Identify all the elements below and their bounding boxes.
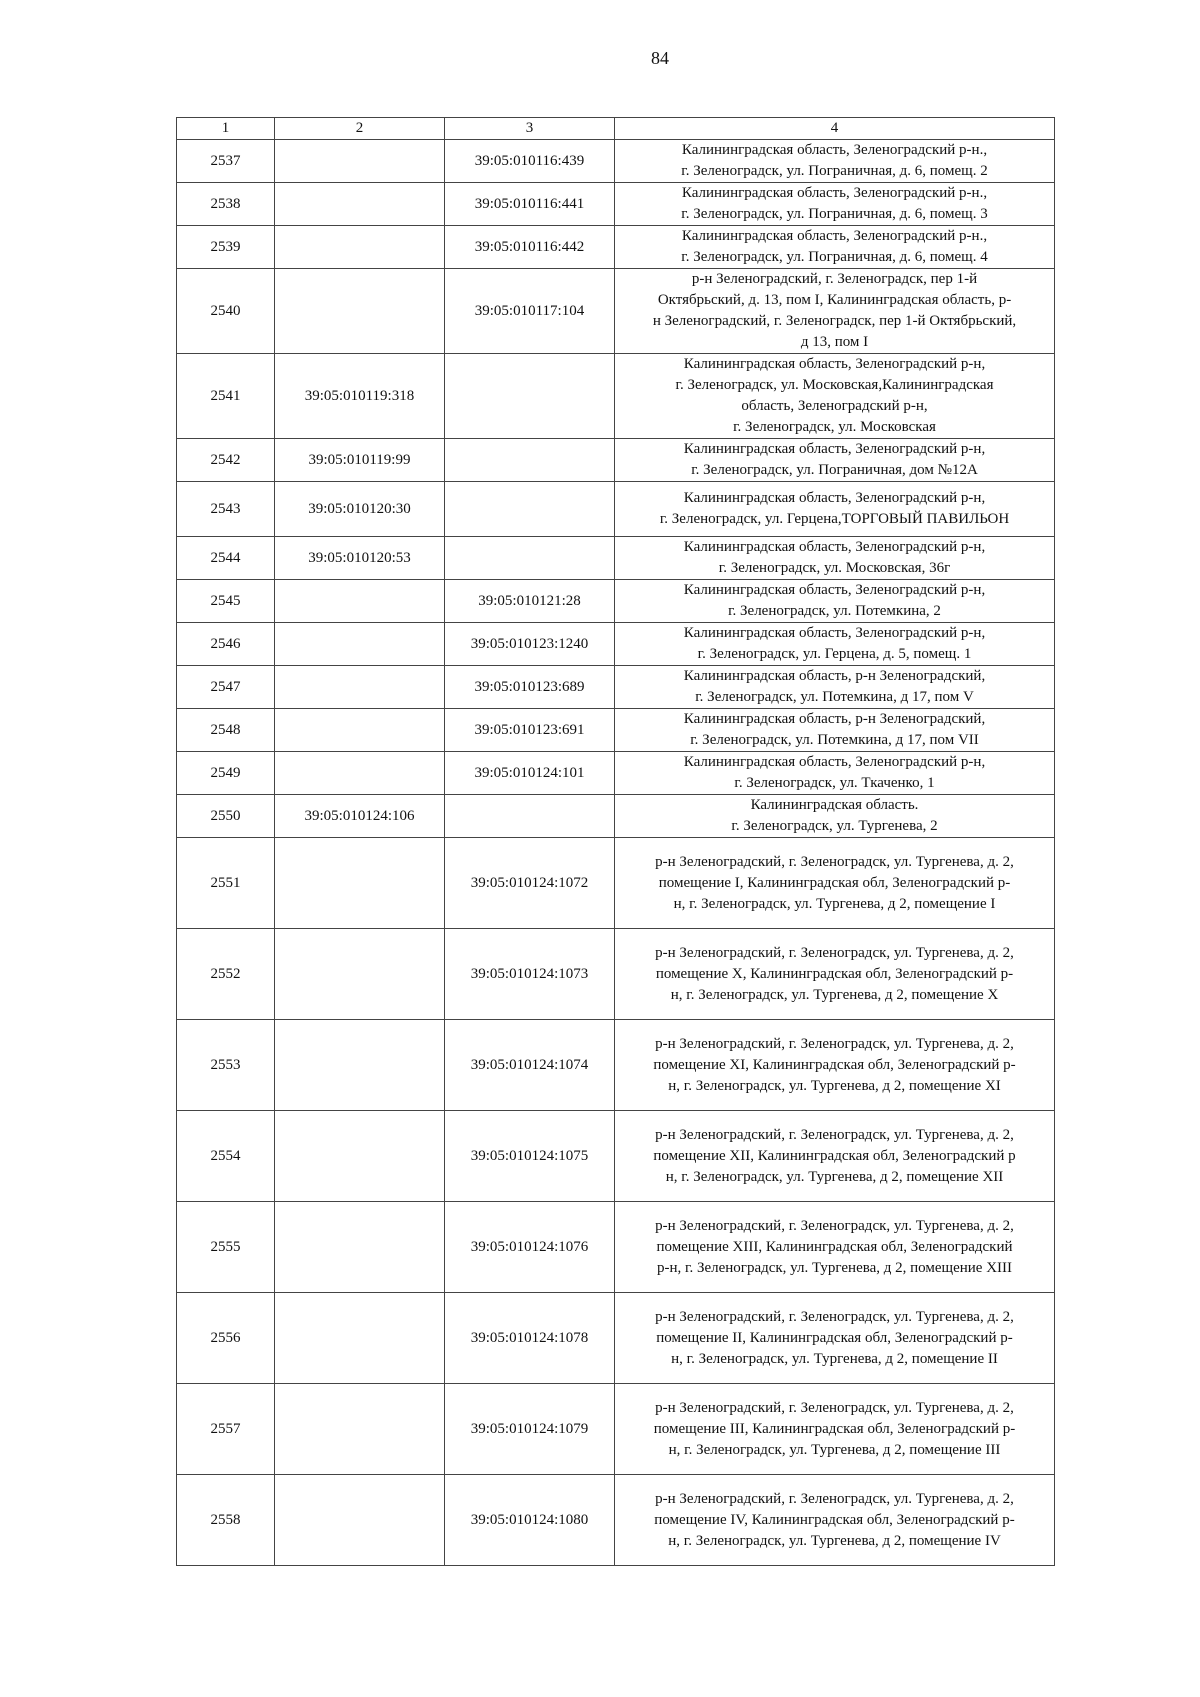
cadastral-number-premises-cell: 39:05:010123:691 — [445, 709, 615, 752]
cadastral-number-premises-cell — [445, 439, 615, 482]
address-cell: Калининградская область, Зеленоградский р-н, г. Зеленоградск, ул. Пограничная, дом №12А — [615, 439, 1055, 482]
table-row — [177, 1202, 1055, 1293]
row-number-cell: 2546 — [177, 623, 275, 666]
cadastral-number-building-cell — [275, 269, 445, 354]
cadastral-number-premises-cell: 39:05:010124:1080 — [445, 1475, 615, 1566]
cadastral-number-premises-cell — [445, 795, 615, 838]
cadastral-number-building-cell — [275, 929, 445, 1020]
cadastral-number-building-cell: 39:05:010119:99 — [275, 439, 445, 482]
row-number-cell: 2552 — [177, 929, 275, 1020]
cadastral-number-building-cell — [275, 666, 445, 709]
address-cell: Калининградская область, Зеленоградский р-н, г. Зеленоградск, ул. Потемкина, 2 — [615, 580, 1055, 623]
address-cell: р-н Зеленоградский, г. Зеленоградск, ул. Тургенева, д. 2, помещение XII, Калининградская обл, Зеленоградский р н, г. Зеленоградск, ул. Тургенева, д 2, помещение XII — [615, 1111, 1055, 1202]
cadastral-number-premises-cell — [445, 537, 615, 580]
cadastral-number-premises-cell: 39:05:010117:104 — [445, 269, 615, 354]
cadastral-number-premises-cell: 39:05:010124:1072 — [445, 838, 615, 929]
cadastral-number-building-cell — [275, 752, 445, 795]
table-row — [177, 623, 1055, 666]
row-number-cell: 2543 — [177, 482, 275, 537]
table-body — [177, 140, 1055, 1566]
row-number-cell: 2553 — [177, 1020, 275, 1111]
table-row — [177, 838, 1055, 929]
table-header — [177, 118, 1055, 140]
row-number-cell: 2545 — [177, 580, 275, 623]
cadastral-number-premises-cell: 39:05:010124:101 — [445, 752, 615, 795]
row-number-cell: 2556 — [177, 1293, 275, 1384]
address-cell: Калининградская область. г. Зеленоградск, ул. Тургенева, 2 — [615, 795, 1055, 838]
table-row — [177, 482, 1055, 537]
cadastral-number-building-cell — [275, 623, 445, 666]
address-cell: Калининградская область, Зеленоградский р-н, г. Зеленоградск, ул. Московская, 36г — [615, 537, 1055, 580]
row-number-cell: 2557 — [177, 1384, 275, 1475]
address-cell: Калининградская область, Зеленоградский р-н., г. Зеленоградск, ул. Пограничная, д. 6, помещ. 4 — [615, 226, 1055, 269]
address-cell: р-н Зеленоградский, г. Зеленоградск, ул. Тургенева, д. 2, помещение II, Калининградская обл, Зеленоградский р- н, г. Зеленоградск, ул. Тургенева, д 2, помещение II — [615, 1293, 1055, 1384]
table-row — [177, 269, 1055, 354]
cadastral-number-premises-cell: 39:05:010121:28 — [445, 580, 615, 623]
cadastral-number-premises-cell: 39:05:010124:1075 — [445, 1111, 615, 1202]
cadastral-number-premises-cell: 39:05:010116:439 — [445, 140, 615, 183]
row-number-cell: 2538 — [177, 183, 275, 226]
row-number-cell: 2554 — [177, 1111, 275, 1202]
cadastral-number-building-cell: 39:05:010124:106 — [275, 795, 445, 838]
cadastral-number-building-cell — [275, 1202, 445, 1293]
table-row — [177, 439, 1055, 482]
cadastral-number-premises-cell: 39:05:010124:1074 — [445, 1020, 615, 1111]
registry-table — [176, 117, 1055, 1566]
address-cell: р-н Зеленоградский, г. Зеленоградск, ул. Тургенева, д. 2, помещение XIII, Калининградская обл, Зеленоградский р-н, г. Зеленоградск, ул. Тургенева, д 2, помещение XIII — [615, 1202, 1055, 1293]
row-number-cell: 2541 — [177, 354, 275, 439]
row-number-cell: 2548 — [177, 709, 275, 752]
table-row — [177, 1475, 1055, 1566]
row-number-cell: 2542 — [177, 439, 275, 482]
address-cell: Калининградская область, р-н Зеленоградский, г. Зеленоградск, ул. Потемкина, д 17, пом VII — [615, 709, 1055, 752]
cadastral-number-premises-cell: 39:05:010124:1079 — [445, 1384, 615, 1475]
table-row — [177, 354, 1055, 439]
cadastral-number-premises-cell: 39:05:010123:689 — [445, 666, 615, 709]
table-row — [177, 580, 1055, 623]
row-number-cell: 2555 — [177, 1202, 275, 1293]
address-cell: р-н Зеленоградский, г. Зеленоградск, ул. Тургенева, д. 2, помещение IV, Калининградская обл, Зеленоградский р- н, г. Зеленоградск, ул. Тургенева, д 2, помещение IV — [615, 1475, 1055, 1566]
table-row — [177, 929, 1055, 1020]
address-cell: Калининградская область, р-н Зеленоградский, г. Зеленоградск, ул. Потемкина, д 17, пом V — [615, 666, 1055, 709]
header-row — [177, 118, 1055, 140]
address-cell: р-н Зеленоградский, г. Зеленоградск, ул. Тургенева, д. 2, помещение I, Калининградская обл, Зеленоградский р- н, г. Зеленоградск, ул. Тургенева, д 2, помещение I — [615, 838, 1055, 929]
cadastral-number-building-cell — [275, 580, 445, 623]
row-number-cell: 2544 — [177, 537, 275, 580]
table-row — [177, 752, 1055, 795]
table-row — [177, 140, 1055, 183]
cadastral-number-building-cell — [275, 140, 445, 183]
row-number-cell: 2540 — [177, 269, 275, 354]
row-number-cell: 2558 — [177, 1475, 275, 1566]
cadastral-number-building-cell — [275, 183, 445, 226]
table-row — [177, 537, 1055, 580]
cadastral-number-premises-cell: 39:05:010123:1240 — [445, 623, 615, 666]
address-cell: р-н Зеленоградский, г. Зеленоградск, ул. Тургенева, д. 2, помещение X, Калининградская обл, Зеленоградский р- н, г. Зеленоградск, ул. Тургенева, д 2, помещение X — [615, 929, 1055, 1020]
cadastral-number-premises-cell: 39:05:010124:1073 — [445, 929, 615, 1020]
cadastral-number-building-cell: 39:05:010119:318 — [275, 354, 445, 439]
table-row — [177, 1020, 1055, 1111]
table-row — [177, 709, 1055, 752]
address-cell: р-н Зеленоградский, г. Зеленоградск, ул. Тургенева, д. 2, помещение XI, Калининградская обл, Зеленоградский р- н, г. Зеленоградск, ул. Тургенева, д 2, помещение XI — [615, 1020, 1055, 1111]
table-row — [177, 1111, 1055, 1202]
cadastral-number-building-cell — [275, 1475, 445, 1566]
table-row — [177, 1293, 1055, 1384]
cadastral-number-premises-cell: 39:05:010124:1078 — [445, 1293, 615, 1384]
table-row — [177, 666, 1055, 709]
cadastral-number-building-cell: 39:05:010120:53 — [275, 537, 445, 580]
address-cell: р-н Зеленоградский, г. Зеленоградск, ул. Тургенева, д. 2, помещение III, Калининградская обл, Зеленоградский р- н, г. Зеленоградск, ул. Тургенева, д 2, помещение III — [615, 1384, 1055, 1475]
cadastral-number-building-cell — [275, 1384, 445, 1475]
header-col-4: 4 — [615, 118, 1055, 140]
header-col-2: 2 — [275, 118, 445, 140]
cadastral-number-premises-cell — [445, 354, 615, 439]
row-number-cell: 2551 — [177, 838, 275, 929]
address-cell: р-н Зеленоградский, г. Зеленоградск, пер 1-й Октябрьский, д. 13, пом I, Калининградская область, р- н Зеленоградский, г. Зеленоградск, пер 1-й Октябрьский, д 13, пом I — [615, 269, 1055, 354]
row-number-cell: 2539 — [177, 226, 275, 269]
address-cell: Калининградская область, Зеленоградский р-н, г. Зеленоградск, ул. Московская,Калининградская область, Зеленоградский р-н, г. Зеленоградск, ул. Московская — [615, 354, 1055, 439]
row-number-cell: 2549 — [177, 752, 275, 795]
table-row — [177, 1384, 1055, 1475]
header-col-1: 1 — [177, 118, 275, 140]
address-cell: Калининградская область, Зеленоградский р-н., г. Зеленоградск, ул. Пограничная, д. 6, помещ. 2 — [615, 140, 1055, 183]
table-row — [177, 183, 1055, 226]
row-number-cell: 2547 — [177, 666, 275, 709]
address-cell: Калининградская область, Зеленоградский р-н, г. Зеленоградск, ул. Герцена, д. 5, помещ. 1 — [615, 623, 1055, 666]
table-row — [177, 795, 1055, 838]
header-col-3: 3 — [445, 118, 615, 140]
cadastral-number-premises-cell: 39:05:010116:441 — [445, 183, 615, 226]
cadastral-number-building-cell — [275, 1293, 445, 1384]
cadastral-number-premises-cell: 39:05:010124:1076 — [445, 1202, 615, 1293]
cadastral-number-building-cell — [275, 226, 445, 269]
address-cell: Калининградская область, Зеленоградский р-н, г. Зеленоградск, ул. Герцена,ТОРГОВЫЙ ПАВИЛЬОН — [615, 482, 1055, 537]
cadastral-number-building-cell — [275, 709, 445, 752]
cadastral-number-premises-cell — [445, 482, 615, 537]
cadastral-number-building-cell: 39:05:010120:30 — [275, 482, 445, 537]
table-row — [177, 226, 1055, 269]
row-number-cell: 2550 — [177, 795, 275, 838]
address-cell: Калининградская область, Зеленоградский р-н., г. Зеленоградск, ул. Пограничная, д. 6, помещ. 3 — [615, 183, 1055, 226]
page-number: 84 — [651, 48, 669, 68]
cadastral-number-building-cell — [275, 1111, 445, 1202]
cadastral-number-premises-cell: 39:05:010116:442 — [445, 226, 615, 269]
cadastral-number-building-cell — [275, 838, 445, 929]
cadastral-number-building-cell — [275, 1020, 445, 1111]
address-cell: Калининградская область, Зеленоградский р-н, г. Зеленоградск, ул. Ткаченко, 1 — [615, 752, 1055, 795]
row-number-cell: 2537 — [177, 140, 275, 183]
